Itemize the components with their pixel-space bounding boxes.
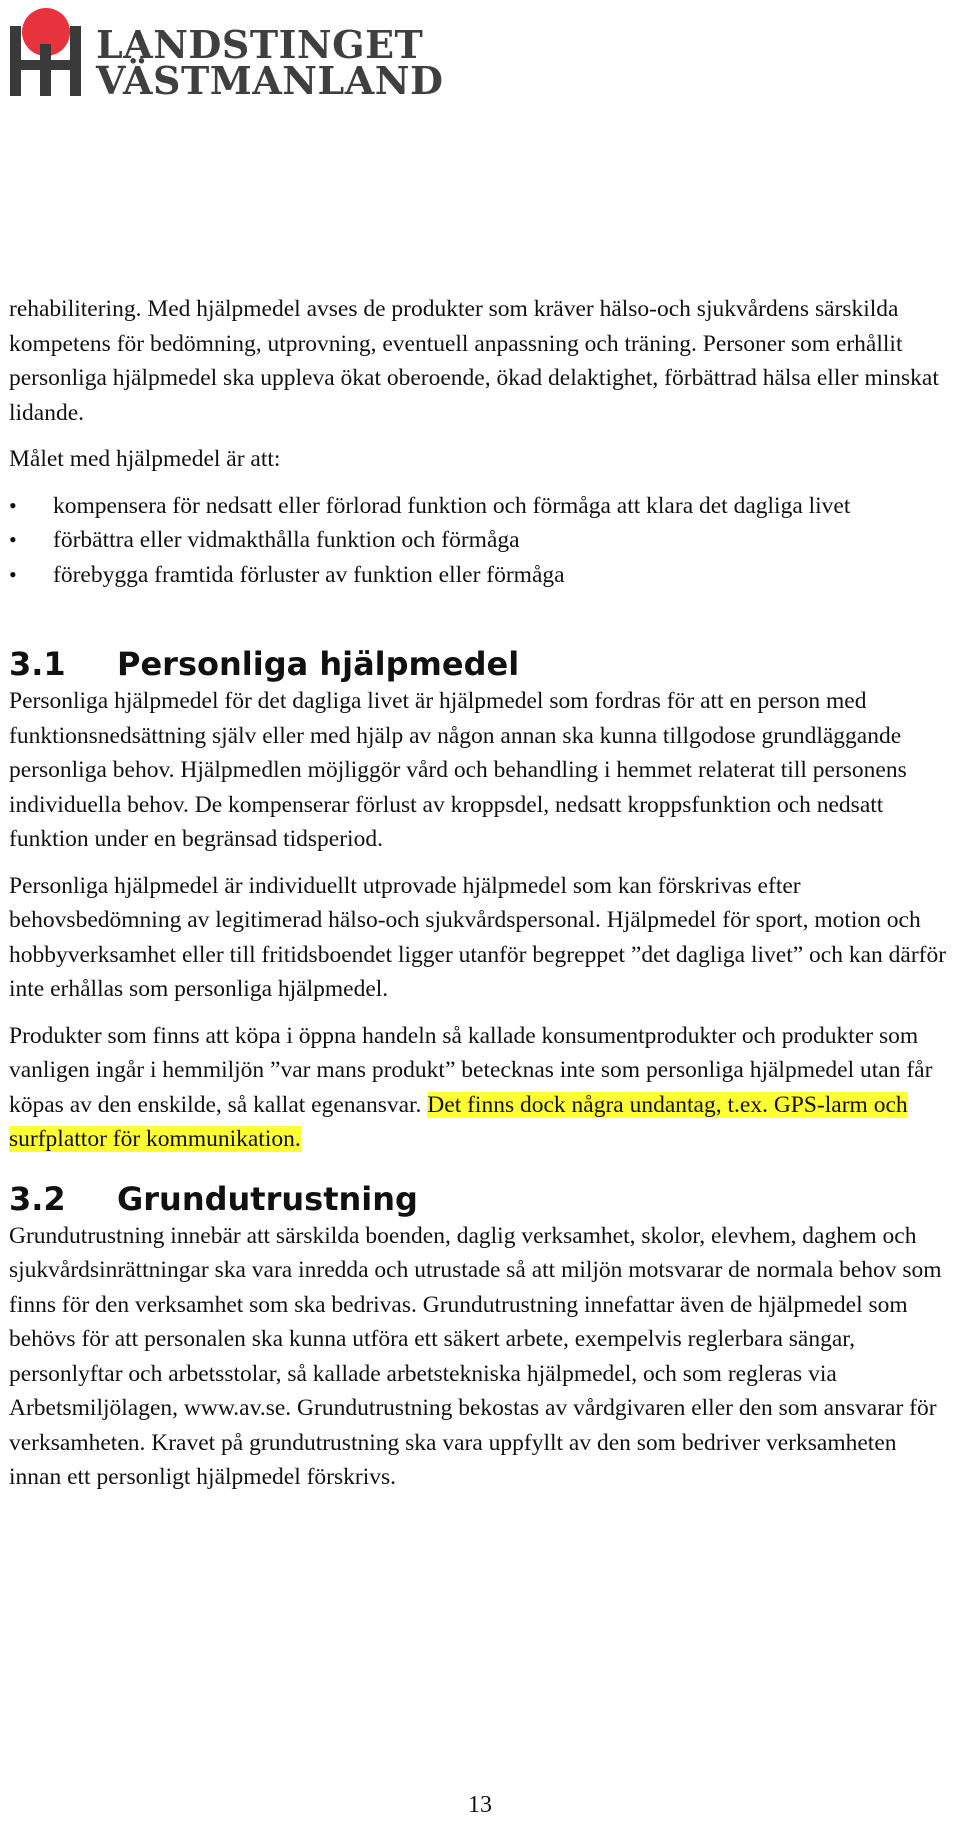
- page-number: 13: [468, 1792, 492, 1818]
- list-item: • förbättra eller vidmakthålla funktion och förmåga: [9, 523, 954, 558]
- highlighted-text: Det finns dock några undantag, t.ex. GPS-larm och surfplattor för kommunikation.: [9, 1091, 908, 1152]
- section-number: 3.2: [9, 1179, 66, 1218]
- intro-paragraph: rehabilitering. Med hjälpmedel avses de produkter som kräver hälso-och sjukvårdens särskilda kompetens för bedömning, utprovning, eventuell anpassning och träning. Personer som erhållit personliga hjälpmedel ska uppleva ökat oberoende, ökad delaktighet, förbättrad hälsa eller minskat lidande.: [9, 296, 939, 426]
- section-3-2-paragraph-1: Grundutrustning innebär att särskilda boenden, daglig verksamhet, skolor, elevhem, daghem och sjukvårdsinrättningar ska vara inredda och utrustade så att miljön motsvarar de normala behov som finns för den verksamhet som ska bedrivas. Grundutrustning innefattar även de hjälpmedel som behövs för att personalen ska kunna utföra ett säkert arbete, exempelvis reglerbara sängar, personlyftar och arbetsstolar, så kallade arbetstekniska hjälpmedel, och som regleras via Arbetsmiljölagen, www.av.se. Grundutrustning bekostas av vårdgivaren eller den som ansvarar för verksamheten. Kravet på grundutrustning ska vara uppfyllt av den som bedriver verksamheten innan ett personligt hjälpmedel förskrivs.: [9, 1222, 942, 1490]
- section-title: Personliga hjälpmedel: [117, 645, 520, 683]
- landstinget-logo: [6, 4, 444, 103]
- goal-list: [9, 489, 954, 593]
- goal-lead: Målet med hjälpmedel är att:: [9, 446, 281, 472]
- document-body: [9, 292, 954, 1495]
- section-title: Grundutrustning: [117, 1179, 418, 1218]
- section-heading-3-1: [9, 644, 954, 684]
- section-heading-3-2: [9, 1179, 954, 1219]
- logo-line-1: LANDSTINGET: [96, 22, 424, 67]
- logo-emblem-icon: [6, 4, 92, 96]
- section-3-1-paragraph-2: Personliga hjälpmedel är individuellt utprovade hjälpmedel som kan förskrivas efter behovsbedömning av legitimerad hälso-och sjukvårdspersonal. Hjälpmedel för sport, motion och hobbyverksamhet eller till fritidsboendet ligger utanför begreppet ”det dagliga livet” och kan därför inte erhållas som personliga hjälpmedel.: [9, 872, 947, 1002]
- logo-line-2: VÄSTMANLAND: [96, 58, 444, 103]
- paragraph-text: Produkter som finns att köpa i öppna handeln så kallade konsumentprodukter och produkter som vanligen ingår i hemmiljön ”var mans produkt” betecknas inte som personliga hjälpmedel utan får köpas av den enskilde, så kallat egenansvar.: [9, 1022, 933, 1118]
- list-item: • förebygga framtida förluster av funktion eller förmåga: [9, 558, 954, 593]
- section-3-1-paragraph-3: [9, 1019, 954, 1157]
- list-item: • kompensera för nedsatt eller förlorad funktion och förmåga att klara det dagliga livet: [9, 489, 954, 524]
- section-3-1-paragraph-1: Personliga hjälpmedel för det dagliga livet är hjälpmedel som fordras för att en person med funktionsnedsättning själv eller med hjälp av någon annan ska kunna tillgodose grundläggande personliga behov. Hjälpmedlen möjliggör vård och behandling i hemmet relaterat till personens individuella behov. De kompenserar förlust av kroppsdel, nedsatt kroppsfunktion och nedsatt funktion under en begränsad tidsperiod.: [9, 688, 907, 852]
- section-number: 3.1: [9, 645, 66, 683]
